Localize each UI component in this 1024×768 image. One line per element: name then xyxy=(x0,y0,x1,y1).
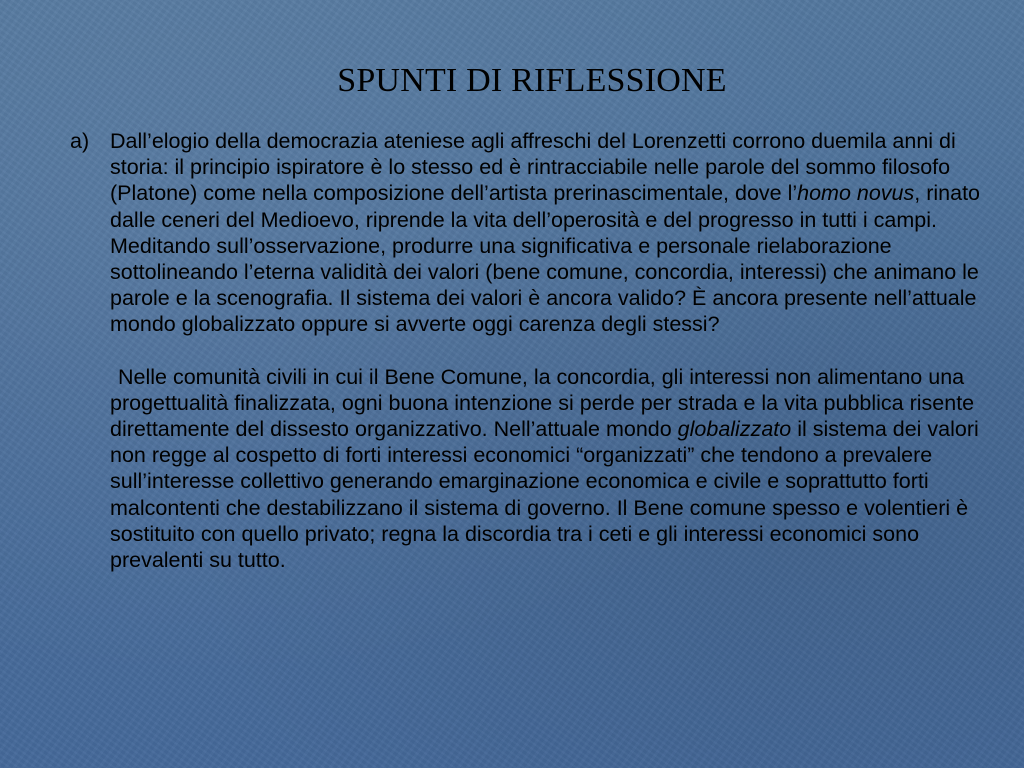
paragraph-2-text-after: il sistema dei valori non regge al cospetto di forti interessi economici “organizzati” che tendono a prevalere sull’interesse collettivo generando emarginazione economica e civile e soprattutto forti malcontenti che destabilizzano il sistema di governo. Il Bene comune spesso e volentieri è sostituito con quello privato; regna la discordia tra i ceti e gli interessi economici sono prevalenti su tutto. xyxy=(110,417,979,573)
paragraph-2-text-before: Nelle comunità civili in cui il Bene Comune, la concordia, gli interessi non alimentano una progettualità finalizzata, ogni buona intenzione si perde per strada e la vita pubblica risente direttamente del dissesto organizzativo. Nell’attuale mondo xyxy=(110,364,975,442)
paragraph-1 xyxy=(70,128,990,338)
list-marker: a) xyxy=(70,129,90,153)
slide-title: SPUNTI DI RIFLESSIONE xyxy=(337,62,727,99)
paragraph-2-italic: globalizzato xyxy=(677,417,792,442)
paragraph-1-italic: homo novus xyxy=(797,181,915,206)
paragraph-2 xyxy=(70,364,990,574)
paragraph-1-text-before: Dall’elogio della democrazia ateniese agli affreschi del Lorenzetti corrono duemila anni di storia: il principio ispiratore è lo stesso ed è rintracciabile nelle parole del sommo filosofo (Platone) come nella composizione dell’artista prerinascimentale, dove l’ xyxy=(110,129,956,206)
slide-body xyxy=(70,128,990,595)
paragraph-1-text-after: , rinato dalle ceneri del Medioevo, riprende la vita dell’operosità e del progresso in tutti i campi. Meditando sull’osservazione, produrre una significativa e personale rielaborazione sottolineando l’eterna validità dei valori (bene comune, concordia, interessi) che animano le parole e la scenografia. Il sistema dei valori è ancora valido? È ancora presente nell’attuale mondo globalizzato oppure si avverte oggi carenza degli stessi? xyxy=(110,181,981,337)
